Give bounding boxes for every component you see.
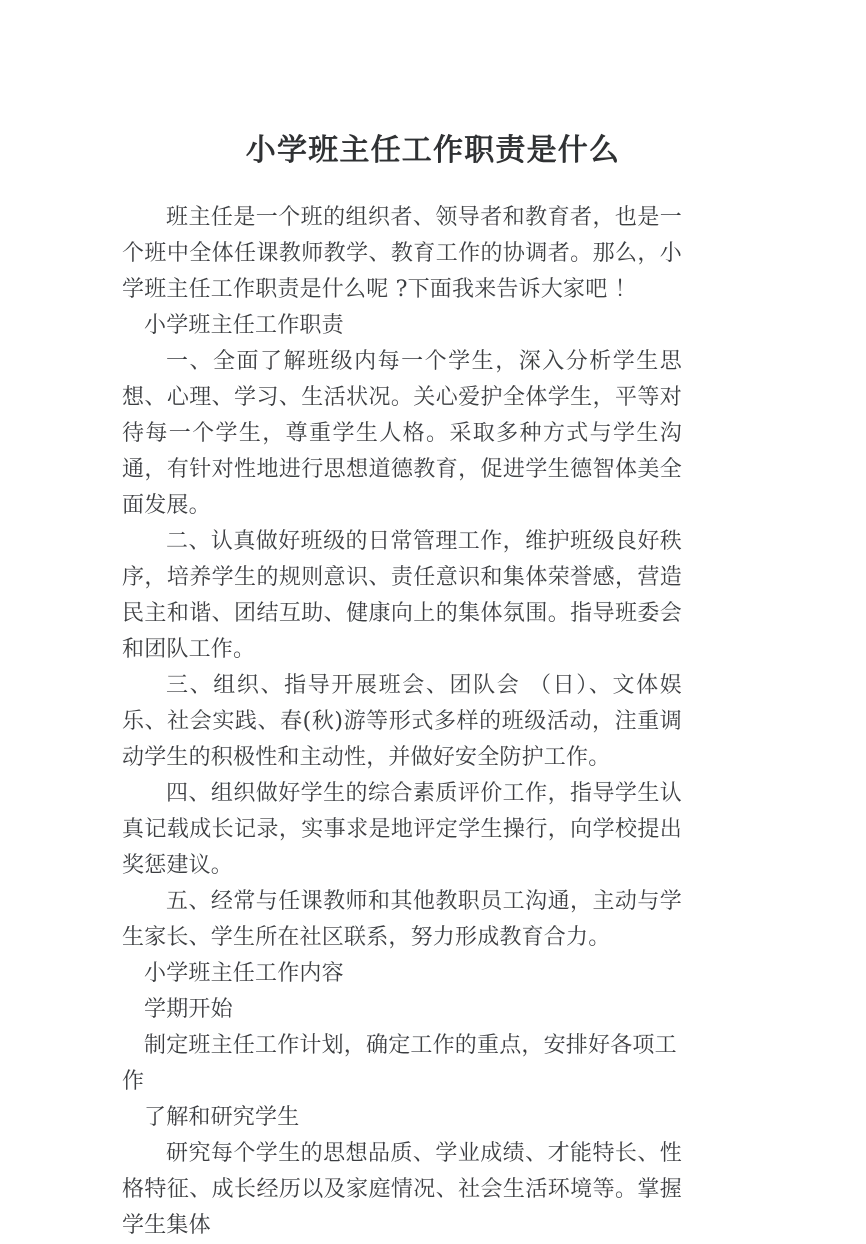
paragraph-work-plan: 制定班主任工作计划，确定工作的重点，安排好各项工作 xyxy=(122,1033,677,1094)
heading-work-contents: 小学班主任工作内容 xyxy=(144,961,344,986)
heading-term-start: 学期开始 xyxy=(144,997,233,1022)
paragraph-duty-2: 二、认真做好班级的日常管理工作，维护班级良好秩序，培养学生的规则意识、责任意识和集体荣誉感，营造民主和谐、团结互助、健康向上的集体氛围。指导班委会和团队工作。 xyxy=(122,529,682,662)
heading-duties: 小学班主任工作职责 xyxy=(144,313,344,338)
paragraph-research-students: 研究每个学生的思想品质、学业成绩、才能特长、性格特征、成长经历以及家庭情况、社会生活环境等。掌握学生集体 xyxy=(122,1141,682,1238)
document-body xyxy=(122,200,682,1244)
paragraph-duty-4: 四、组织做好学生的综合素质评价工作，指导学生认真记载成长记录，实事求是地评定学生操行，向学校提出奖惩建议。 xyxy=(122,781,682,878)
paragraph-intro: 班主任是一个班的组织者、领导者和教育者，也是一个班中全体任课教师教学、教育工作的协调者。那么，小学班主任工作职责是什么呢 ?下面我来告诉大家吧 ！ xyxy=(122,205,682,302)
paragraph-duty-1: 一、全面了解班级内每一个学生，深入分析学生思想、心理、学习、生活状况。关心爱护全体学生，平等对待每一个学生，尊重学生人格。采取多种方式与学生沟通，有针对性地进行思想道德教育，促进学生德智体美全面发展。 xyxy=(122,349,682,518)
paragraph-understand-students: 了解和研究学生 xyxy=(144,1105,300,1130)
paragraph-duty-5: 五、经常与任课教师和其他教职员工沟通，主动与学生家长、学生所在社区联系，努力形成教育合力。 xyxy=(122,889,682,950)
page-title: 小学班主任工作职责是什么 xyxy=(245,133,621,169)
paragraph-duty-3: 三、组织、指导开展班会、团队会 （日）、文体娱乐、社会实践、春(秋)游等形式多样的班级活动，注重调动学生的积极性和主动性，并做好安全防护工作。 xyxy=(122,673,682,770)
